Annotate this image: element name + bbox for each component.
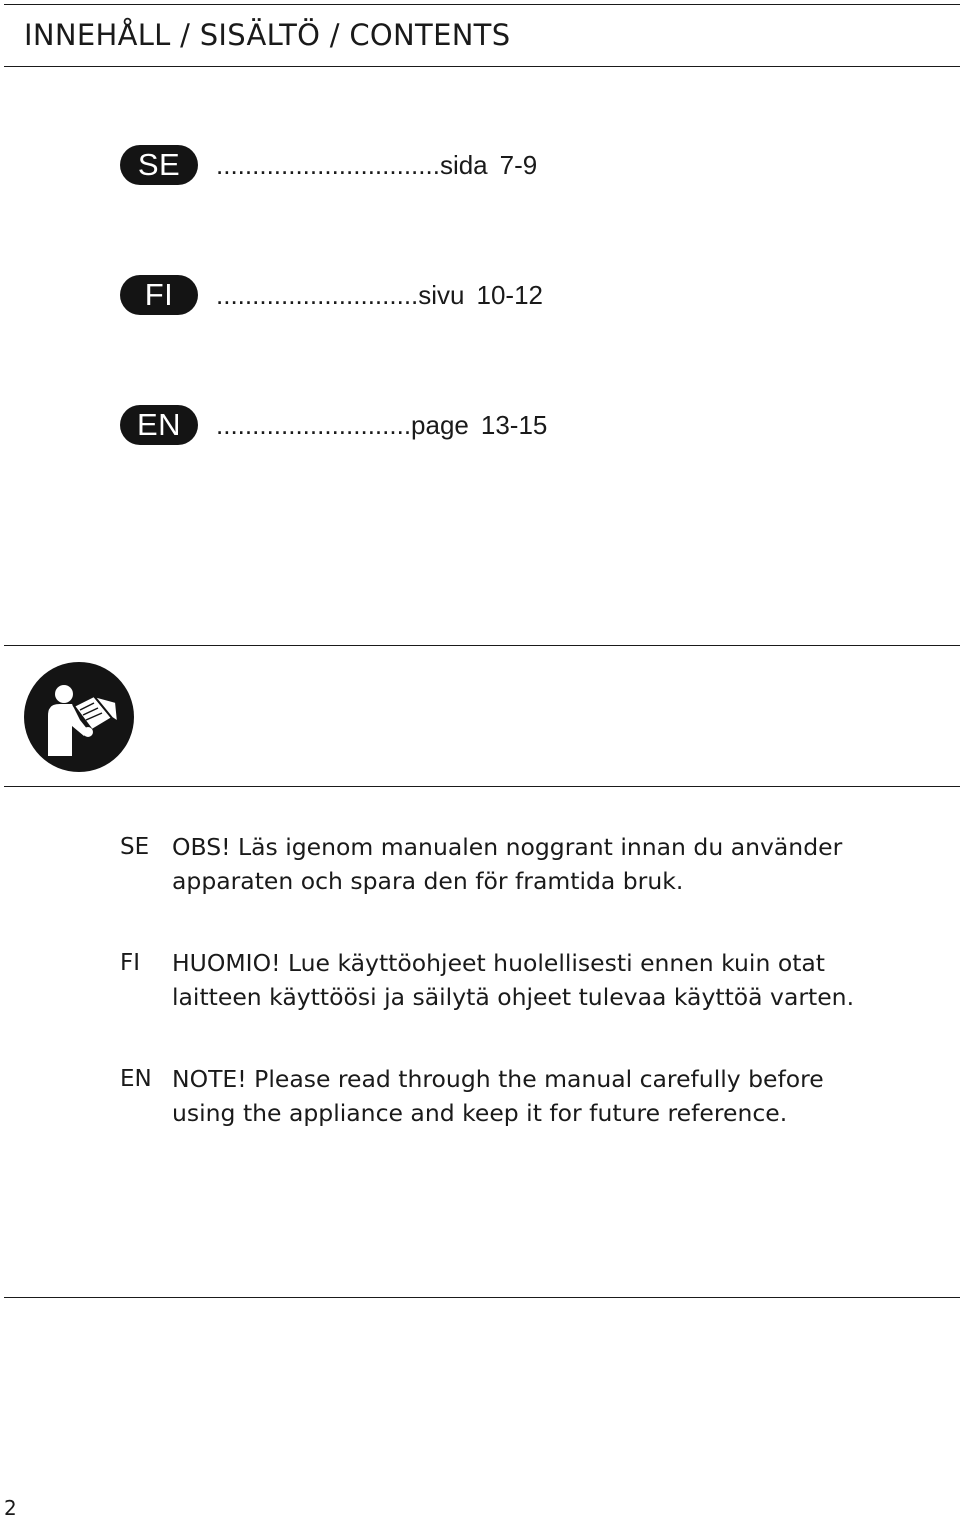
notice-fi — [120, 946, 900, 1014]
toc-entry-en[interactable] — [120, 404, 547, 446]
toc-leader: ............................ — [216, 280, 419, 310]
toc-entry-se[interactable] — [120, 144, 537, 186]
notice-lang-label: EN — [120, 1066, 152, 1092]
top-rule — [4, 4, 960, 5]
notice-se — [120, 830, 900, 898]
toc-leader: ............................... — [216, 150, 440, 180]
lang-badge-en: EN — [120, 405, 198, 445]
notice-text: HUOMIO! Lue käyttöohjeet huolellisesti ennen kuin otat laitteen käyttöösi ja säilytä ohjeet tulevaa käyttöä varten. — [172, 949, 855, 1011]
icon-bottom-rule — [4, 786, 960, 787]
lang-badge-se: SE — [120, 145, 198, 185]
toc-page-range: 7-9 — [499, 150, 538, 180]
bottom-rule — [4, 1297, 960, 1298]
toc-page-word: sivu — [418, 280, 465, 310]
notice-lang-label: FI — [120, 950, 141, 976]
icon-top-rule — [4, 645, 960, 646]
lang-badge-fi: FI — [120, 275, 198, 315]
toc-page-range: 13-15 — [480, 410, 548, 440]
notice-en — [120, 1062, 900, 1130]
toc-page-range: 10-12 — [476, 280, 544, 310]
toc-leader: ........................... — [216, 410, 412, 440]
read-manual-icon — [22, 660, 136, 774]
title-rule — [4, 66, 960, 67]
notice-text: NOTE! Please read through the manual carefully before using the appliance and keep it for future reference. — [172, 1065, 824, 1127]
toc-page-word: sida — [439, 150, 488, 180]
notice-text: OBS! Läs igenom manualen noggrant innan du använder apparaten och spara den för framtida bruk. — [172, 833, 843, 895]
page-number: 2 — [4, 1496, 17, 1520]
page-title: INNEHÅLL / SISÄLTÖ / CONTENTS — [24, 18, 511, 52]
toc-page-word: page — [411, 410, 469, 440]
notice-lang-label: SE — [120, 834, 150, 860]
toc-entry-fi[interactable] — [120, 274, 543, 316]
